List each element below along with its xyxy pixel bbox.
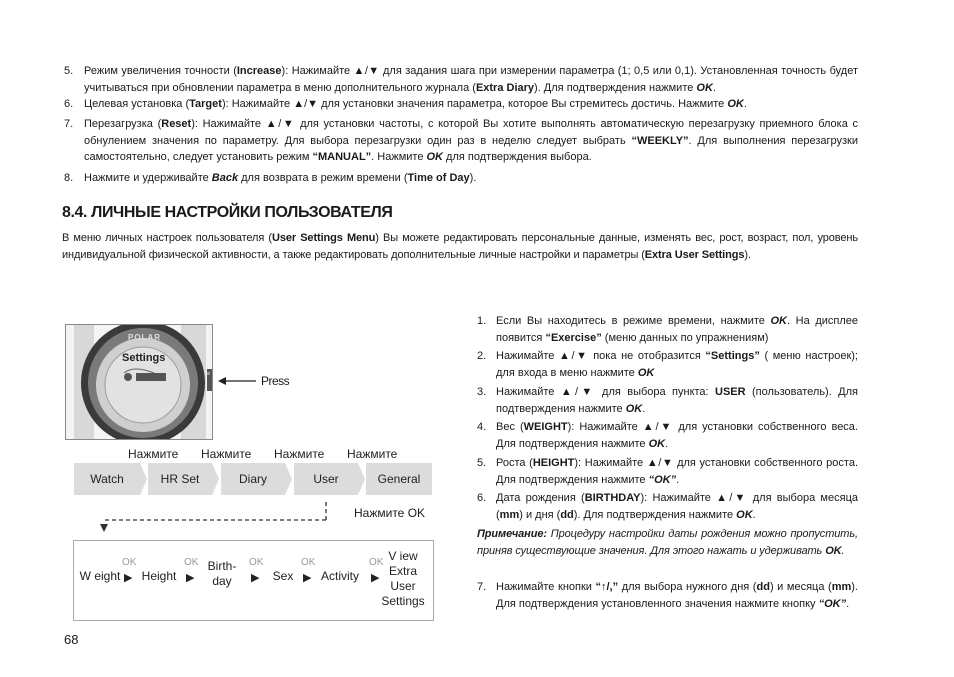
list-number: 6. (64, 98, 74, 110)
menu-arrow (285, 463, 292, 495)
watch-screen-text: Settings (122, 352, 166, 364)
list-number: 7. (477, 581, 487, 593)
list-text: Нажимайте ▲/▼ пока не отобразится “Settings” ( меню настроек); для входа в меню нажмите OK (496, 350, 858, 379)
section-heading: 8.4. ЛИЧНЫЕ НАСТРОЙКИ ПОЛЬЗОВАТЕЛЯ (62, 204, 393, 221)
list-number: 2. (477, 350, 487, 362)
list-text: Целевая установка (Target): Нажимайте ▲/▼ для установки значения параметра, которое Вы стремитесь достичь. Нажмите OK. (84, 98, 747, 110)
press-arrow-icon (218, 374, 258, 386)
menu-general: General (366, 463, 432, 495)
list-text: Нажмите и удерживайте Back для возврата в режим времени (Time of Day). (84, 172, 477, 184)
list-number: 3. (477, 386, 487, 398)
press-label: Press (261, 374, 290, 388)
list-number: 5. (64, 65, 74, 77)
flow-birthday: Birth- day (207, 559, 237, 588)
list-text: Перезагрузка (Reset): Нажимайте ▲/▼ для установки частоты, с которой Вы хотите выполнять автоматическую перезагрузку приемного блока с обнулением значения по параметру. Для выбора перезагрузки один раз в неделю следует выбрать “WEEKLY”. Для выполнения перезагрузки самостоятельно, следует установить режим “MANUAL”. Нажмите OK для подтверждения выбора. (84, 118, 859, 163)
list-text: Дата рождения (BIRTHDAY): Нажимайте ▲/▼ для выбора месяца (mm) и дня (dd). Для подтверждения нажмите OK. (496, 492, 858, 521)
flow-arrow-icon: ▶ (251, 572, 260, 584)
nazhmite-label: Нажмите (128, 447, 179, 461)
flow-weight: W eight (79, 569, 121, 583)
menu-diary: Diary (221, 463, 285, 495)
list-text: Нажимайте кнопки “↑/,” для выбора нужного дня (dd) и месяца (mm). Для подтверждения установленного значения нажмите кнопку “OK”. (496, 581, 858, 610)
menu-watch: Watch (74, 463, 140, 495)
nazhmite-label: Нажмите (347, 447, 398, 461)
section-intro: В меню личных настроек пользователя (User Settings Menu) Вы можете редактировать персональные данные, изменять вес, рост, возраст, пол, уровень индивидуальной физической активности, а также редактировать дополнительные личные настройки и параметры (Extra User Settings). (62, 232, 858, 261)
list-number: 1. (477, 315, 487, 327)
flow-arrow-icon: ▶ (186, 572, 195, 584)
list-number: 5. (477, 457, 487, 469)
list-text: Если Вы находитесь в режиме времени, нажмите OK. На дисплее появится “Exercise” (меню данных по упражнениям) (496, 315, 859, 344)
nazhmite-label: Нажмите (274, 447, 325, 461)
menu-arrow (358, 463, 365, 495)
watch-brand: POLAR (128, 333, 161, 342)
flow-ok-label: OK (122, 557, 137, 568)
flow-ok-label: OK (249, 557, 264, 568)
user-settings-flow (73, 540, 434, 621)
list-text: Режим увеличения точности (Increase): Нажимайте ▲/▼ для задания шага при измерении параметра (1; 0,5 или 0,1). Установленная точность будет учитываться при обновлении параметра в меню дополнительного журнала (Extra Diary). Для подтверждения нажмите OK. (84, 65, 858, 94)
menu-user: User (294, 463, 358, 495)
list-number: 6. (477, 492, 487, 504)
flow-arrow-icon: ▶ (303, 572, 312, 584)
flow-ok-label: OK (369, 557, 384, 568)
list-text: Нажимайте ▲/▼ для выбора пункта: USER (пользователь). Для подтверждения нажмите OK. (496, 386, 858, 415)
dashed-connector (96, 500, 336, 540)
list-number: 4. (477, 421, 487, 433)
menu-hr-set: HR Set (148, 463, 212, 495)
flow-height: Height (141, 569, 177, 583)
list-number: 7. (64, 118, 74, 130)
flow-ok-label: OK (184, 557, 199, 568)
flow-ok-label: OK (301, 557, 316, 568)
nazhmite-label: Нажмите (201, 447, 252, 461)
watch-image (65, 324, 213, 440)
birthday-note: Примечание: Процедуру настройки даты рождения можно пропустить, приняв существующие значения. Для этого нажать и удерживать OK. (477, 528, 858, 557)
menu-arrow (212, 463, 219, 495)
page-number: 68 (64, 632, 79, 647)
flow-arrow-icon: ▶ (124, 572, 133, 584)
menu-arrow (140, 463, 147, 495)
list-text: Вес (WEIGHT): Нажимайте ▲/▼ для установки собственного веса. Для подтверждения нажмите OK. (496, 421, 858, 450)
list-text: Роста (HEIGHT): Нажимайте ▲/▼ для установки собственного роста. Для подтверждения нажмите “OK”. (496, 457, 858, 486)
flow-view-extra: V iew Extra User Settings (381, 549, 425, 608)
nazhmite-ok-label: Нажмите OK (354, 506, 426, 520)
list-number: 8. (64, 172, 74, 184)
flow-sex: Sex (272, 569, 294, 583)
flow-arrow-icon: ▶ (371, 572, 380, 584)
flow-activity: Activity (320, 569, 359, 583)
